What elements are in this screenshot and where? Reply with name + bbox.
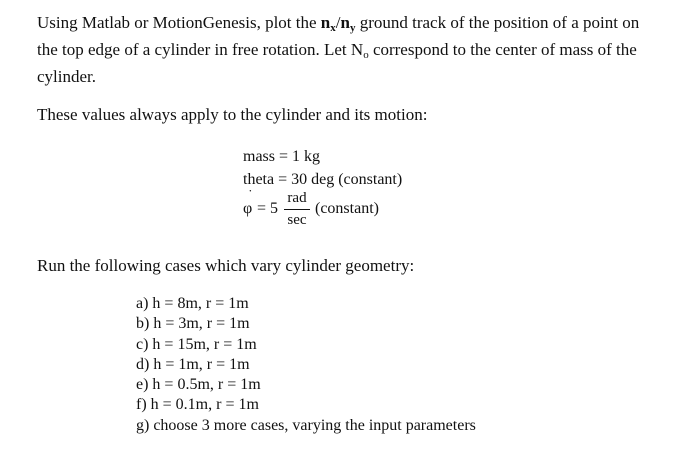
case-item: b) h = 3m, r = 1m [136,315,250,333]
case-list [136,294,476,436]
point-no-subscript: o [363,49,369,61]
unit-fraction [282,189,312,230]
values-intro: These values always apply to the cylinder and its motion: [37,105,428,124]
phidot-value: = 5 [257,200,279,217]
run-intro: Run the following cases which vary cylinder geometry: [37,256,415,275]
phidot-qualifier: (constant) [315,200,379,217]
unit-vector-ny: $n_y$ [340,13,356,34]
case-item: d) h = 1m, r = 1m [136,355,250,373]
intro-line-1: Using Matlab or MotionGenesis, plot the $n_x/n_y$ ground track of the position of a point on [37,13,640,34]
case-item: a) h = 8m, r = 1m [136,295,249,312]
unit-numerator: rad [287,190,307,206]
intro-line-2: the top edge of a cylinder in free rotation. Let $N_o$ correspond to the center of mass of the [37,40,637,61]
case-item: g) choose 3 more cases, varying the input parameters [136,416,476,434]
case-item: c) h = 15m, r = 1m [136,335,257,353]
time-derivative-dot: ˙ [248,188,253,203]
intro-line-3: cylinder. [37,67,97,86]
param-mass: mass = 1 kg [243,148,321,165]
unit-vector-nx: $n_x$ [320,13,336,34]
case-item: f) h = 0.1m, r = 1m [136,396,259,414]
unit-denominator: sec [287,212,307,228]
fraction-bar [284,209,310,210]
param-theta: theta = 30 deg (constant) [243,171,403,188]
case-item: e) h = 0.5m, r = 1m [136,376,261,394]
phi-symbol: φ [243,200,253,217]
problem-intro [37,9,677,90]
